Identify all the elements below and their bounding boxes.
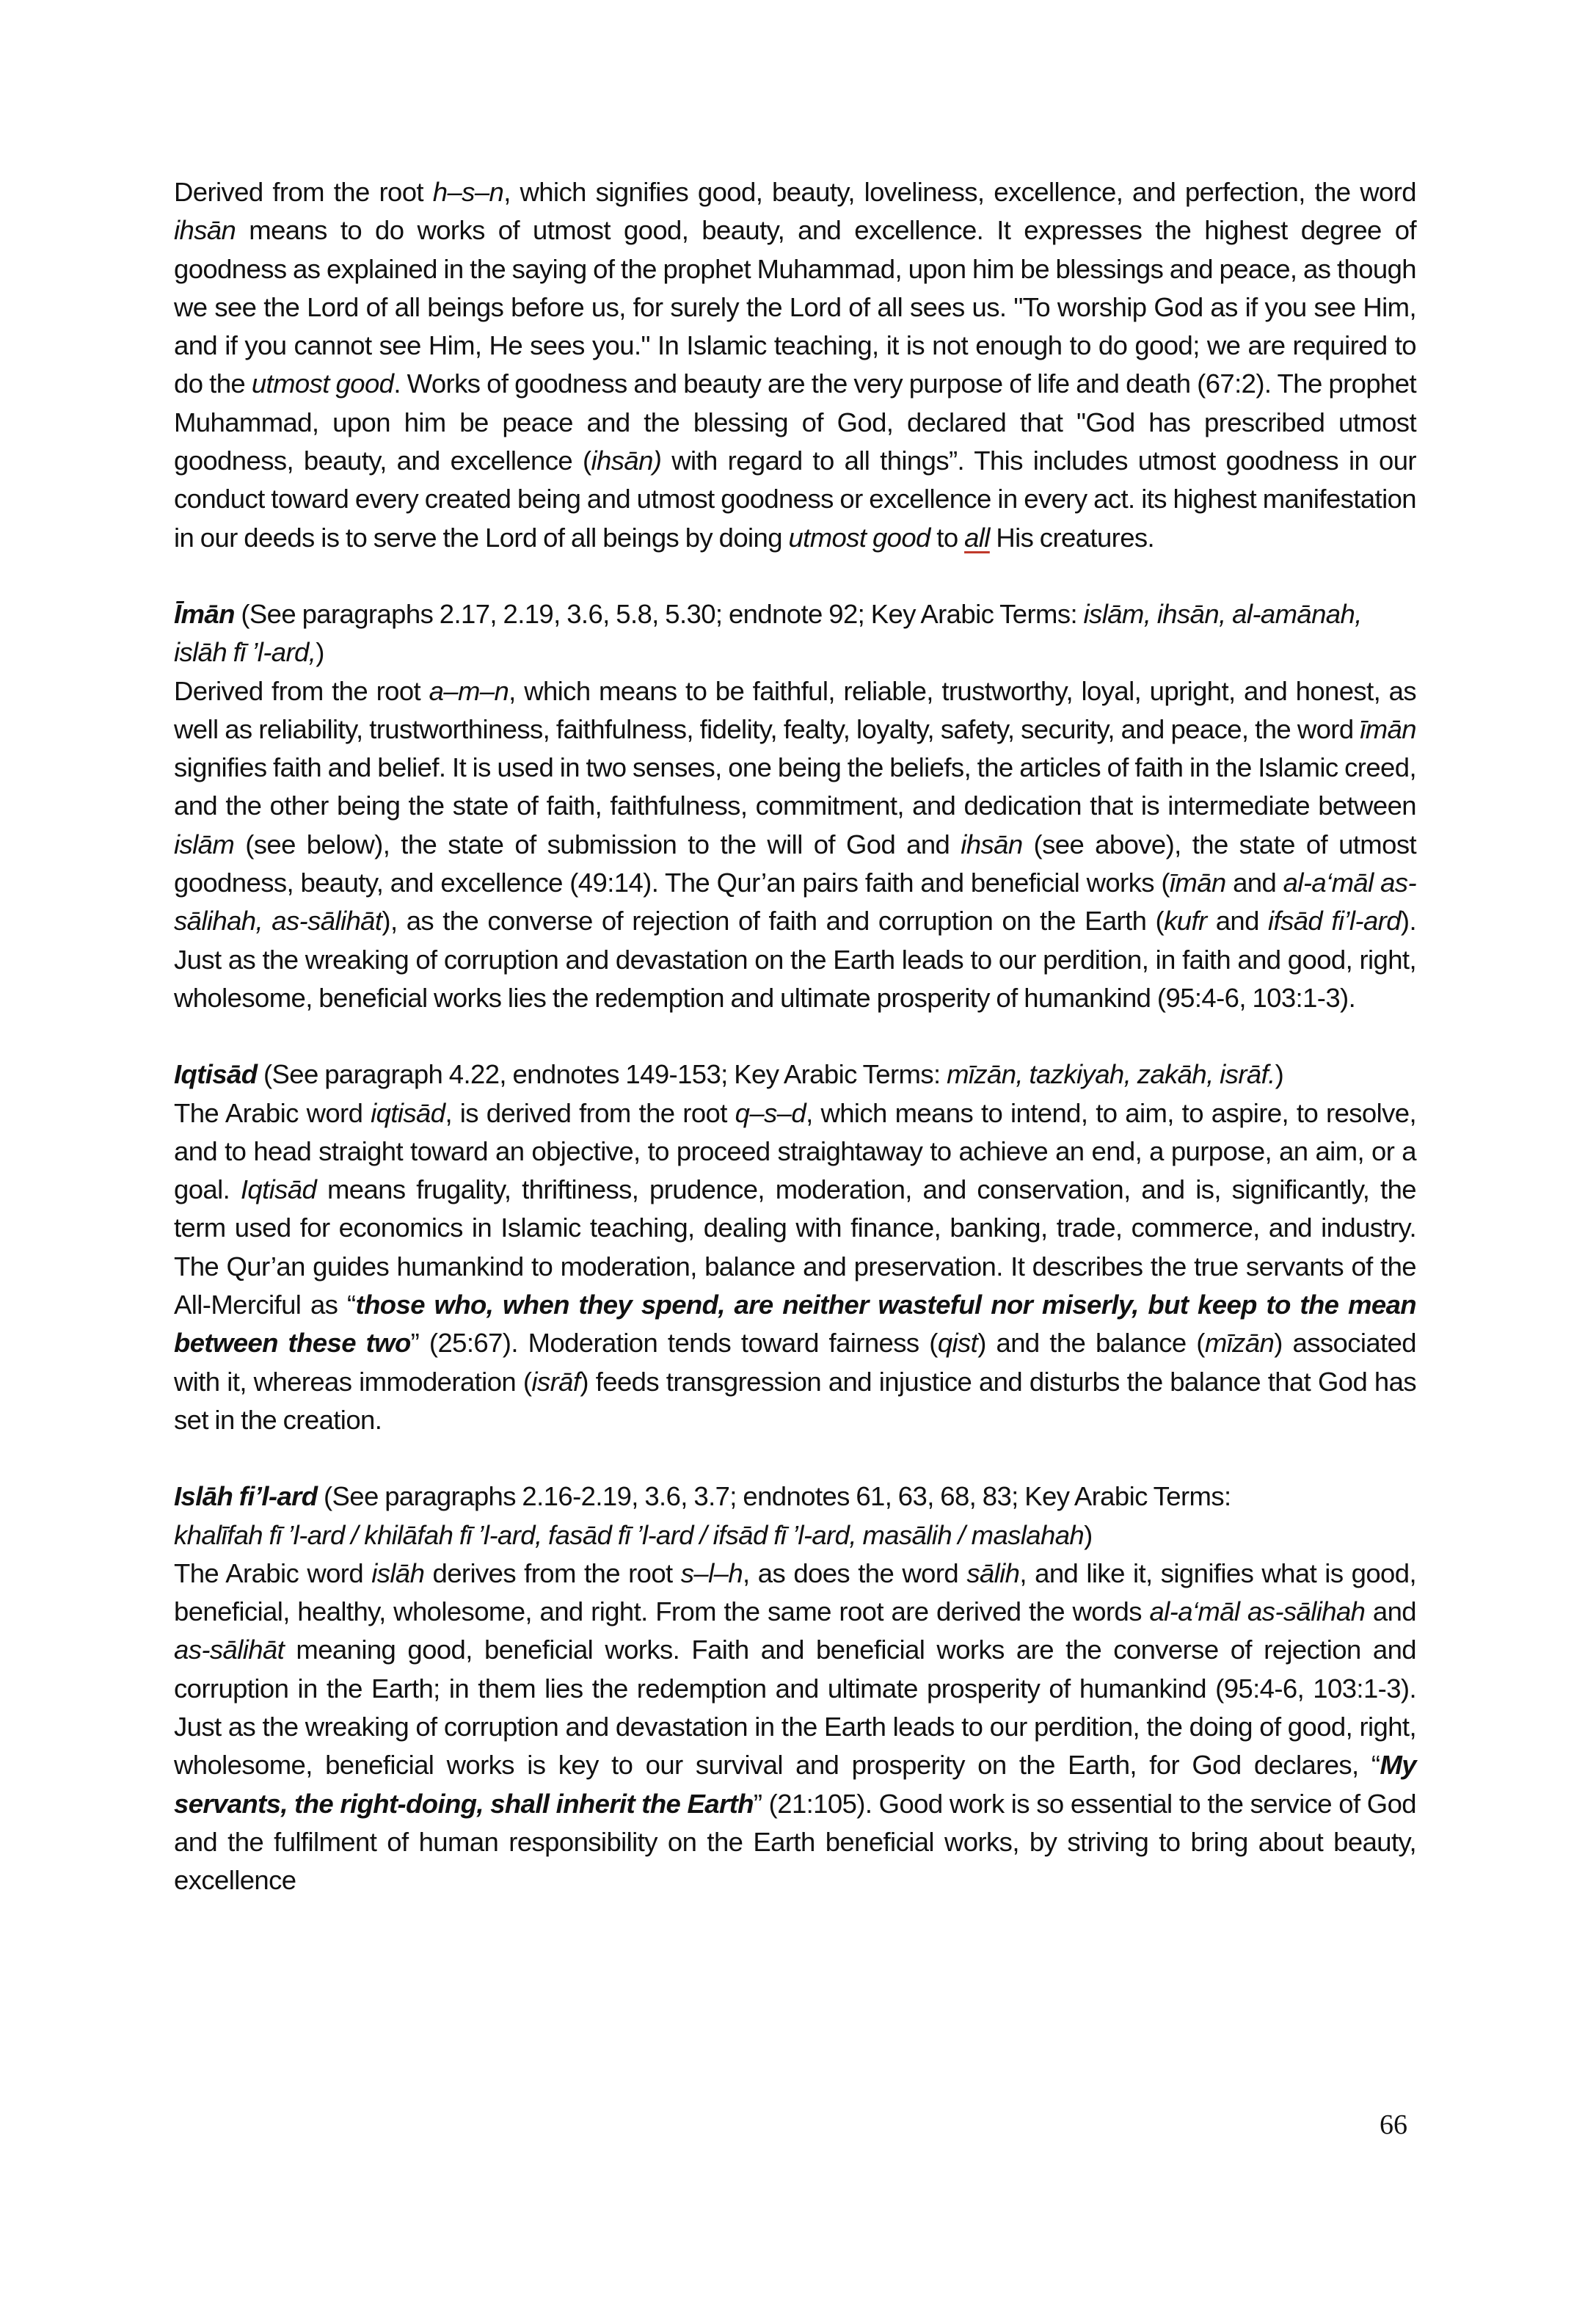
arabic-term: īmān [1169, 868, 1226, 898]
text-run: ” (25:67). Moderation tends toward fairness ( [410, 1328, 938, 1359]
text-run: ). Just as the wreaking of corruption and devastation on the Earth leads to our perdition, in faith and good, right, wholesome, beneficial works lies the redemption and ultimate prosperity of humankind (95:4-6, 103:1-3). [174, 906, 1417, 1013]
emphasis: utmost good [788, 522, 930, 553]
text-run: ” (21:105). Good work is so essential to the service of God and the fulfilment of human responsibility on the Earth beneficial works, by striving to bring about beauty, excellence [174, 1788, 1417, 1896]
text-run: The Arabic word [174, 1097, 371, 1128]
ihsan-definition-paragraph [174, 173, 1416, 557]
root-letters: q–s–d [735, 1097, 806, 1128]
text-run: ) associated with it, whereas immoderation ( [174, 1328, 1416, 1397]
entry-body [174, 1094, 1416, 1440]
text-run: ), as the converse of rejection of faith and corruption on the Earth ( [382, 906, 1165, 937]
spellcheck-underlined-word: all [964, 522, 990, 553]
text-run: and [1225, 868, 1283, 898]
entry-references: (See paragraph 4.22, endnotes 149-153; Key Arabic Terms: [257, 1059, 947, 1090]
related-terms: khalīfah fī ’l-ard / khilāfah fī ’l-ard, fasād fī ’l-ard / ifsād fī ’l-ard, masālih / maslahah [174, 1519, 1085, 1550]
entry-term: Iqtisād [174, 1059, 258, 1090]
entry-references: (See paragraphs 2.16-2.19, 3.6, 3.7; endnotes 61, 63, 68, 83; Key Arabic Terms: [317, 1481, 1231, 1512]
glossary-entry-islah [174, 1477, 1416, 1900]
document-page [174, 173, 1416, 1900]
text-run: , as does the word [743, 1557, 967, 1588]
arabic-term: Iqtisād [240, 1174, 317, 1205]
text-run: (see above), the state of utmost goodness, beauty, and excellence (49:14). The Qur’an pairs faith and beneficial works ( [174, 829, 1417, 898]
root-letters: s–l–h [680, 1557, 743, 1588]
entry-term: Islāh fi’l-ard [174, 1481, 318, 1512]
arabic-term: ihsān [174, 215, 236, 246]
text-run: Derived from the root [174, 675, 429, 706]
arabic-term: ihsān) [591, 446, 662, 476]
arabic-term: isrāf [531, 1366, 580, 1397]
arabic-term: ihsān [961, 829, 1023, 859]
entry-references: (See paragraphs 2.17, 2.19, 3.6, 5.8, 5.30; endnote 92; Key Arabic Terms: [234, 598, 1084, 629]
text-run: meaning good, beneficial works. Faith and beneficial works are the converse of rejection and corruption in the Earth; in them lies the redemption and ultimate prosperity of humankind (95:4-6, 103:1-3). Just as the wreaking of corruption and devastation in the Earth leads to our perdition, the doing of good, right, wholesome, beneficial works is key to our survival and prosperity on the Earth, for God declares, “ [174, 1635, 1416, 1781]
text-run: ) [1084, 1519, 1093, 1550]
text-run: . Works of goodness and beauty are the very purpose of life and death (67:2). The prophet Muhammad, upon him be peace and the blessing of God, declared that "God has prescribed utmost goodness, beauty, and excellence ( [174, 368, 1416, 476]
root-letters: a–m–n [429, 675, 509, 706]
arabic-term: sālih [966, 1557, 1020, 1588]
arabic-term: mīzān [1204, 1328, 1275, 1359]
related-terms: mīzān, tazkiyah, zakāh, isrāf. [947, 1059, 1275, 1090]
arabic-term: īmān [1360, 713, 1416, 744]
text-run: signifies faith and belief. It is used in two senses, one being the beliefs, the articles of faith in the Islamic creed, and the other being the state of faith, faithfulness, commitment, and dedication that is intermediate between [174, 752, 1416, 821]
arabic-term: as-sālihāt [174, 1635, 285, 1665]
text-run: , which signifies good, beauty, loveliness, excellence, and perfection, the word [503, 177, 1416, 207]
arabic-term: ifsād fi’l-ard [1268, 906, 1401, 937]
glossary-entry-iman [174, 595, 1416, 1017]
arabic-term: kufr [1164, 906, 1207, 937]
root-letters: h–s–n [432, 177, 504, 207]
page-number: 66 [1380, 2109, 1407, 2140]
arabic-term: qist [937, 1328, 978, 1359]
text-run: and [1206, 906, 1269, 937]
text-run: , is derived from the root [445, 1097, 735, 1128]
entry-body [174, 672, 1416, 1018]
text-run: means to do works of utmost good, beauty, and excellence. It expresses the highest degree of goodness as explained in the saying of the prophet Muhammad, upon him be blessings and peace, as though we see the Lord of all beings before us, for surely the Lord of all sees us. "To worship God as if you see Him, and if you cannot see Him, He sees you." In Islamic teaching, it is not enough to do good; we are required to do the [174, 215, 1416, 399]
text-run: ) and the balance ( [977, 1328, 1205, 1359]
glossary-entry-iqtisad [174, 1055, 1416, 1439]
quran-quote: My servants, the right-doing, shall inherit the Earth [174, 1750, 1416, 1819]
emphasis: utmost good [251, 368, 394, 399]
text-run: and [1365, 1596, 1416, 1627]
text-run: , which means to intend, to aim, to aspire, to resolve, and to head straight toward an objective, to proceed straightaway to achieve an end, a purpose, an aim, or a goal. [174, 1097, 1416, 1205]
arabic-term: al-a‘māl as-sālihah, as-sālihāt [174, 868, 1417, 937]
arabic-term: islām [174, 829, 235, 859]
text-run: ) [1275, 1059, 1284, 1090]
related-terms: islām, ihsān, al-amānah, islāh fī ’l-ard, [174, 598, 1362, 668]
entry-heading [174, 1055, 1416, 1094]
arabic-term: al-a‘māl as-sālihah [1149, 1596, 1366, 1627]
text-run: His creatures. [989, 522, 1155, 553]
text-run: (see below), the state of submission to the will of God and [234, 829, 961, 859]
arabic-term: iqtisād [371, 1097, 445, 1128]
text-run: ) feeds transgression and injustice and disturbs the balance that God has set in the creation. [174, 1366, 1416, 1435]
text-run: , and like it, signifies what is good, beneficial, healthy, wholesome, and right. From the same root are derived the words [174, 1557, 1417, 1627]
text-run: The Arabic word [174, 1557, 372, 1588]
entry-term: Īmān [174, 598, 235, 629]
arabic-term: islāh [371, 1557, 425, 1588]
text-run: derives from the root [424, 1557, 681, 1588]
entry-heading [174, 595, 1416, 672]
text-run: means frugality, thriftiness, prudence, moderation, and conservation, and is, significantly, the term used for economics in Islamic teaching, dealing with finance, banking, trade, commerce, and industry. The Qur’an guides humankind to moderation, balance and preservation. It describes the true servants of the All-Merciful as “ [174, 1174, 1416, 1320]
entry-body [174, 1555, 1416, 1900]
text-run: ) [316, 637, 324, 668]
quran-quote: those who, when they spend, are neither wasteful nor miserly, but keep to the mean between these two [174, 1290, 1417, 1359]
text-run: , which means to be faithful, reliable, trustworthy, loyal, upright, and honest, as well as reliability, trustworthiness, faithfulness, fidelity, fealty, loyalty, safety, security, and peace, the word [174, 675, 1417, 744]
entry-heading [174, 1477, 1416, 1555]
text-run: to [930, 522, 965, 553]
text-run: Derived from the root [174, 177, 433, 207]
text-run: with regard to all things”. This includes utmost goodness in our conduct toward every created being and utmost goodness or excellence in every act. its highest manifestation in our deeds is to serve the Lord of all beings by doing [174, 446, 1416, 553]
